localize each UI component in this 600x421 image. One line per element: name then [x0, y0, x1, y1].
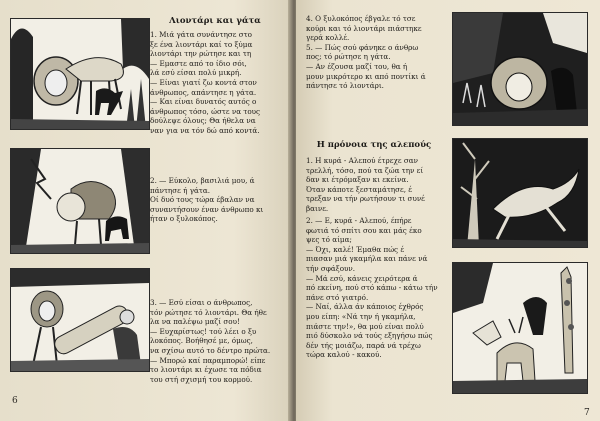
- text-line: πιασαν μιά γκαμήλα και πάνε νά: [306, 254, 428, 264]
- left-page: [0, 0, 292, 421]
- story-paragraph-4-5: [306, 14, 442, 91]
- text-line: — Μπορώ καί παραμπορώ! είπε: [150, 355, 266, 365]
- text-line: να σχίσω αυτό το δέντρο πρώτα.: [150, 345, 271, 355]
- text-line: ναν για να τόν δώ από κοντά.: [150, 125, 260, 135]
- page-number-left: 6: [12, 396, 18, 406]
- text-line: Όταν κάποτε ξεσταμάτησε, έ: [306, 184, 413, 194]
- running-fox-icon: [452, 138, 588, 248]
- giraffe-and-animals-icon: [452, 262, 588, 394]
- lion-and-cat-night-icon: [452, 12, 588, 126]
- text-line: — Ναί, άλλα άν κάποιος έχθρός: [306, 302, 424, 312]
- lion-and-cat-forest-icon: [10, 148, 150, 254]
- text-line: Οί δυό τους τώρα έβαλαν να: [150, 195, 255, 205]
- text-line: γερά κολλέ.: [306, 33, 350, 43]
- text-line: λά εσύ είσαι πολύ μικρή.: [150, 68, 242, 78]
- text-line: πος; τό ρώτησε η γάτα.: [306, 52, 391, 62]
- right-page: [296, 0, 600, 421]
- text-line: του στή σχισμή του κορμού.: [150, 374, 253, 384]
- text-line: πό εκείνη, πού στό κάπω - κάτω τήν: [306, 283, 438, 293]
- text-line: — Εμαστε από το ίδιο σόι,: [150, 58, 247, 68]
- text-line: πάντησε ή γάτα.: [150, 185, 210, 195]
- text-line: — Όχι, καλέ! Έμαθα πώς έ: [306, 244, 405, 254]
- page-number-right: 7: [584, 408, 590, 418]
- text-line: δαν κι έτρόμαξαν κι εκείνα.: [306, 175, 409, 185]
- text-line: 2. — Εύκολο, βασιλιά μου, ά: [150, 176, 255, 185]
- text-line: τρελλή, τόσο, πού τα ζώα την εί: [306, 165, 424, 175]
- text-line: ξε ένα λιοντάρι καί το ξύμα: [150, 39, 253, 49]
- text-line: ψες τό αίμα;: [306, 235, 352, 245]
- text-line: πάνε στό γιατρό.: [306, 292, 369, 302]
- text-line: — Είναι γιατί ζω κοντά στον: [150, 77, 257, 87]
- text-line: — Και είναι δυνατός αυτός ο: [150, 97, 257, 107]
- text-line: 1. Μιά γάτα συνάντησε στο: [150, 30, 252, 39]
- story-paragraph-1: [150, 30, 282, 136]
- text-line: τρεξαν να τήν ρωτήσουν τι συνέ: [306, 194, 425, 204]
- text-line: λοκόπος. Βοήθησέ με, όμως,: [150, 336, 253, 346]
- text-line: τώρα καλού - κακού.: [306, 350, 382, 360]
- text-line: λα να παλέψω μαζί σου!: [150, 317, 240, 327]
- story-title: Λιοντάρι και γάτα: [169, 16, 261, 26]
- story-paragraph-3: [150, 298, 282, 384]
- text-line: 3. — Εσύ είσαι ο άνθρωπος,: [150, 298, 253, 307]
- text-line: — Αν έζουσα μαζί του, θα ή: [306, 61, 408, 71]
- text-line: πάντησε τό λιοντάρι.: [306, 81, 384, 91]
- text-line: το λιοντάρι κι έχωσε τα πόδια: [150, 365, 262, 375]
- text-line: δούλεψε όλους; Θα ήθελα να: [150, 116, 256, 126]
- text-line: δέν τής μοιάζω, παρά νά τρέχω: [306, 340, 421, 350]
- text-line: πιό δύσκολο νά τούς εξηγήσω πώς: [306, 331, 433, 341]
- text-line: — Ευχαρίστως! τού λέει ο ξυ: [150, 326, 257, 336]
- story-title: Η πρόνοια της αλεπούς: [316, 140, 432, 150]
- text-line: βαινε.: [306, 203, 329, 213]
- text-line: τήν σφάξουν.: [306, 263, 356, 273]
- story-paragraph-2: [150, 176, 282, 224]
- lion-and-cat-icon: [10, 18, 150, 130]
- text-line: 5. — Πώς σού φάνηκε ο άνθρω: [306, 42, 419, 52]
- text-line: ήταν ο ξυλοκόπος.: [150, 214, 218, 224]
- text-line: μουν μικρότερο κι από ποντίκι ά: [306, 71, 426, 81]
- story-paragraph-1: [306, 156, 442, 214]
- text-line: — Μά εσύ, κάνεις χειρότερα ά: [306, 273, 418, 283]
- text-line: 1. Η κυρά - Αλεπού έτρεχε σαν: [306, 156, 418, 165]
- lion-and-woodcutter-icon: [10, 268, 150, 372]
- text-line: 4. Ο ξυλοκόπος έβγαλε τό τσε: [306, 14, 416, 23]
- text-line: άνθρωπος τόσο, ώστε να τους: [150, 106, 261, 116]
- text-line: φωτιά τό σπίτι σου και μάς έκο: [306, 225, 422, 235]
- text-line: κούρι και τό λιοντάρι πιάστηκε: [306, 23, 422, 33]
- story-paragraph-2: [306, 216, 442, 360]
- text-line: τόν ρώτησε τό λιοντάρι. Θα ήθε: [150, 307, 267, 317]
- text-line: πιάστε την!», θα μού είναι πολύ: [306, 321, 424, 331]
- text-line: συναντήσουν έναν άνθρωπο κι: [150, 204, 264, 214]
- text-line: μου είπη: «Νά την ή γκαμήλα,: [306, 311, 416, 321]
- text-line: 2. — Ε, κυρά - Αλεπού, έπήρε: [306, 216, 412, 225]
- text-line: λιοντάρι την ρώτησε και τη: [150, 49, 252, 59]
- text-line: άνθρωπος, απάντησε η γάτα.: [150, 87, 257, 97]
